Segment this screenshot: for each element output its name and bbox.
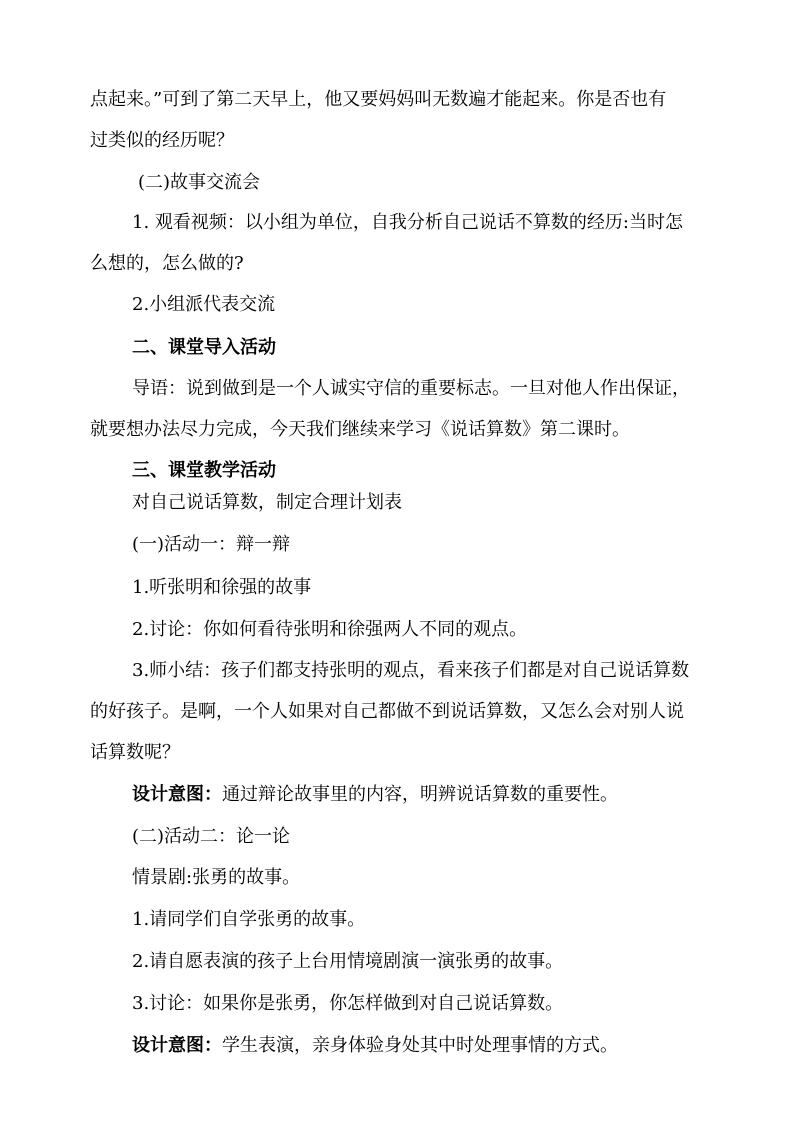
design-intent-line <box>132 1034 618 1058</box>
text-line: 过类似的经历呢？ <box>90 130 234 151</box>
section-heading: 三、课堂教学活动 <box>132 460 276 481</box>
text-line: 1. 观看视频：以小组为单位，自我分析自己说话不算数的经历:当时怎 <box>132 212 683 233</box>
text-line: 导语：说到做到是一个人诚实守信的重要标志。一旦对他人作出保证， <box>132 378 690 399</box>
text-line: 么想的，怎么做的? <box>90 253 244 274</box>
text-line: (二)活动二：论一论 <box>132 826 291 847</box>
section-heading: (二)故事交流会 <box>138 172 261 193</box>
text-line: 1.请同学们自学张勇的故事。 <box>132 909 366 930</box>
design-intent-text: 学生表演，亲身体验身处其中时处理事情的方式。 <box>222 1035 618 1056</box>
text-line: 2.讨论：你如何看待张明和徐强两人不同的观点。 <box>132 619 528 640</box>
text-line: 就要想办法尽力完成，今天我们继续来学习《说话算数》第二课时。 <box>90 419 630 440</box>
text-line: 话算数呢？ <box>90 742 180 763</box>
text-line: 1.听张明和徐强的故事 <box>132 577 312 598</box>
design-intent-label: 设计意图： <box>132 1035 222 1056</box>
text-line: (一)活动一：辩一辩 <box>132 534 291 555</box>
text-line: 3.讨论：如果你是张勇，你怎样做到对自己说话算数。 <box>132 993 564 1014</box>
text-line: 对自己说话算数，制定合理计划表 <box>132 492 402 513</box>
text-line: 的好孩子。是啊，一个人如果对自己都做不到说话算数，又怎么会对别人说 <box>90 701 684 722</box>
text-line: 2.小组派代表交流 <box>132 294 276 315</box>
design-intent-label: 设计意图： <box>132 784 222 805</box>
text-line: 2.请自愿表演的孩子上台用情境剧演一演张勇的故事。 <box>132 951 564 972</box>
section-heading: 二、课堂导入活动 <box>132 337 276 358</box>
text-line: 3.师小结：孩子们都支持张明的观点，看来孩子们都是对自己说话算数 <box>132 660 690 681</box>
text-line: 情景剧:张勇的故事。 <box>132 867 301 888</box>
text-line: 点起来。”可到了第二天早上，他又要妈妈叫无数遍才能起来。你是否也有 <box>90 89 667 110</box>
design-intent-text: 通过辩论故事里的内容，明辨说话算数的重要性。 <box>222 784 618 805</box>
design-intent-line <box>132 783 618 807</box>
